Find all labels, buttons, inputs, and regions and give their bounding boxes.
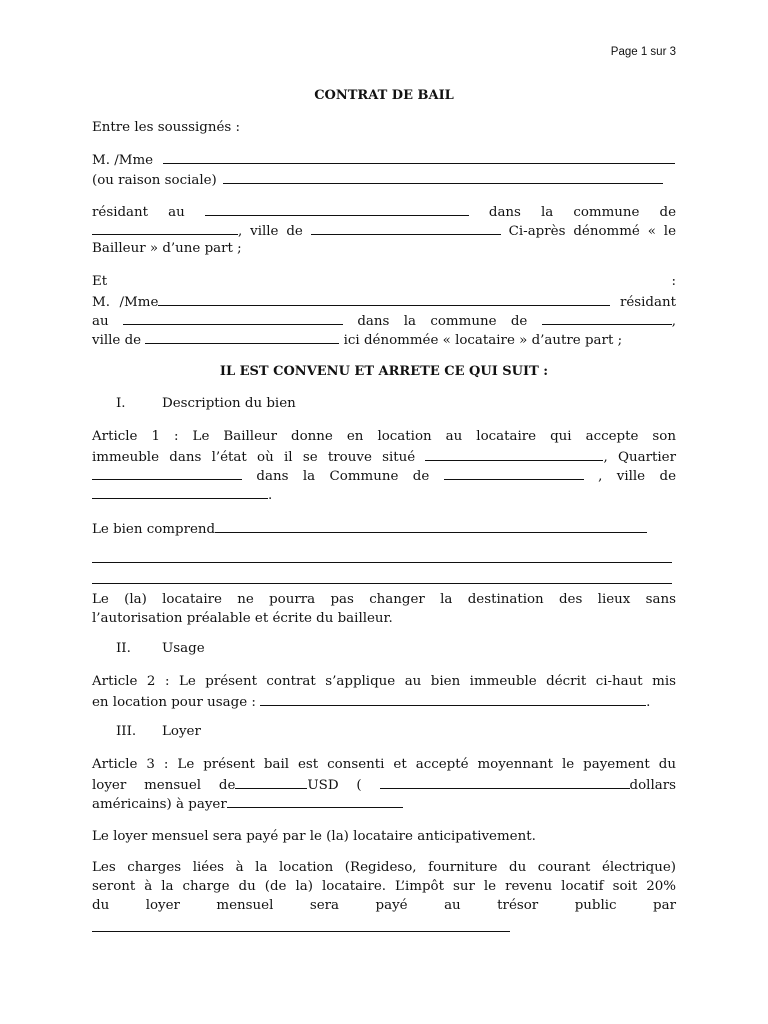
article1-situe-field[interactable] [425, 446, 603, 461]
article1-quartier-field[interactable] [92, 465, 242, 480]
bailleur-company-label: (ou raison sociale) [92, 173, 217, 188]
article2-usage-field[interactable] [260, 691, 646, 706]
bailleur-company-field[interactable] [223, 169, 663, 184]
page-number: Page 1 sur 3 [610, 46, 676, 58]
bailleur-name-line [92, 149, 675, 170]
bien-field[interactable] [215, 518, 647, 533]
article3-amount-field[interactable] [235, 774, 307, 789]
bailleur-ville-field[interactable] [311, 220, 501, 235]
article3-amount-words-field[interactable] [380, 774, 630, 789]
destination-paragraph: Le (la) locataire ne pourra pas changer la destination des lieux sans l’autorisation préalable et écrite du bailleur. [92, 592, 676, 626]
locataire-ville-field[interactable] [145, 329, 339, 344]
anticip-text: Le loyer mensuel sera payé par le (la) locataire anticipativement. [92, 829, 536, 844]
charges-payer-field[interactable] [92, 931, 510, 932]
locataire-address-field[interactable] [123, 310, 343, 325]
article-3: Article 3 : Le présent bail est consenti et accepté moyennant le payement du loyer mensuel de USD ( dollars américains) à payer [92, 757, 676, 812]
section-1-heading: I. Description du bien [116, 396, 296, 411]
bailleur-residence-paragraph: résidant au dans la commune de , ville de Ci-après dénommé « le Bailleur » d’une part ; [92, 201, 676, 258]
bailleur-name-field[interactable] [163, 149, 675, 164]
section-2-heading: II. Usage [116, 641, 205, 656]
locataire-name-field[interactable] [158, 291, 610, 306]
bailleur-name-label: M. /Mme [92, 153, 154, 168]
document-title: CONTRAT DE BAIL [314, 88, 454, 103]
article3-payer-field[interactable] [227, 793, 403, 808]
article1-ville-field[interactable] [92, 484, 268, 499]
bien-field-line-2[interactable] [92, 562, 672, 563]
bien-field-line-3[interactable] [92, 583, 672, 584]
convenu-heading: IL EST CONVENU ET ARRETE CE QUI SUIT : [219, 364, 549, 379]
locataire-paragraph: Et : M. /Mme résidant au dans la commune de , ville de ici dénommée « locataire » d’autre part ; [92, 274, 676, 348]
intro-text: Entre les soussignés : [92, 120, 241, 135]
bien-label: Le bien comprend [92, 522, 216, 537]
bailleur-company-line [92, 169, 663, 190]
section-3-heading: III. Loyer [116, 724, 201, 739]
bien-line [92, 518, 647, 539]
article1-commune-field[interactable] [444, 465, 584, 480]
bailleur-commune-field[interactable] [92, 220, 238, 235]
bailleur-address-field[interactable] [205, 201, 469, 216]
charges-paragraph: Les charges liées à la location (Regideso, fourniture du courant électrique) seront à la charge du (de la) locataire. L’impôt sur le revenu locatif soit 20% du loyer mensuel sera payé au trésor public par [92, 860, 676, 913]
article-2: Article 2 : Le présent contrat s’applique au bien immeuble décrit ci-haut mis en location pour usage : . [92, 674, 676, 710]
locataire-commune-field[interactable] [542, 310, 672, 325]
article-1: Article 1 : Le Bailleur donne en location au locataire qui accepte son immeuble dans l’état où il se trouve situé , Quartier dans la Commune de , ville de . [92, 429, 676, 503]
